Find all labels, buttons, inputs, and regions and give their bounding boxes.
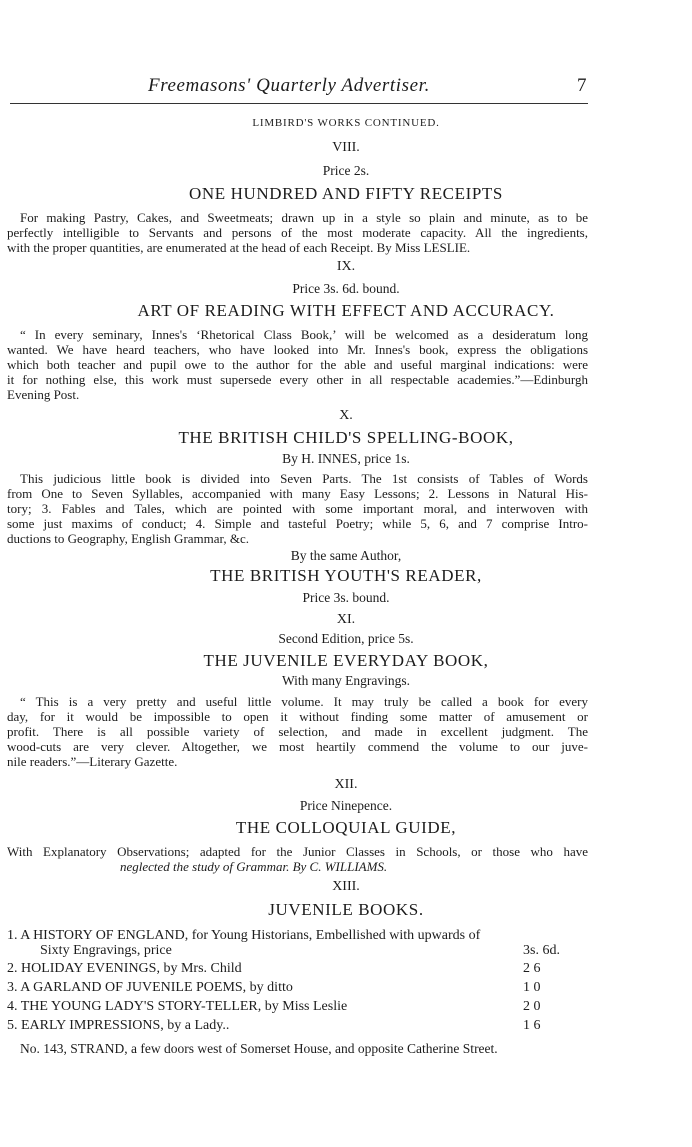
body-line: perfectly intelligible to Servants and persons of the most moderate capacity. All the ingredients, [7, 225, 588, 240]
list-item: 2. HOLIDAY EVENINGS, by Mrs. Child [7, 961, 242, 976]
section-title: THE JUVENILE EVERYDAY BOOK, [203, 651, 489, 670]
section-numeral: X. [339, 408, 353, 423]
subheading: LIMBIRD'S WORKS CONTINUED. [252, 117, 440, 129]
section-price: Price 2s. [322, 163, 370, 178]
body-line: ductions to Geography, English Grammar, &c. [7, 531, 249, 546]
body-line: it for nothing else, this work must supersede every other in all respectable academies.”—Edinburgh [7, 372, 588, 387]
list-item-price: 2 6 [523, 961, 541, 976]
same-author-note: By the same Author, [290, 548, 402, 563]
body-line: from One to Seven Syllables, accompanied with many Easy Lessons; 2. Lessons in Natural His- [7, 486, 588, 501]
body-line: which both teacher and pupil owe to the author for the able and useful marginal indications: were [7, 357, 588, 372]
section-price: Price 3s. bound. [302, 590, 390, 605]
section-price: Second Edition, price 5s. [278, 631, 414, 646]
body-line: “ In every seminary, Innes's ‘Rhetorical Class Book,’ will be welcomed as a desideratum long [20, 327, 588, 342]
list-item-continuation: Sixty Engravings, price [40, 943, 172, 958]
section-numeral: XI. [336, 612, 356, 627]
section-byline: By H. INNES, price 1s. [282, 451, 410, 466]
body-line: Evening Post. [7, 387, 80, 402]
body-line: tory; 3. Fables and Tales, which are pointed with some important moral, and interwoven with [7, 501, 588, 516]
list-item-price: 2 0 [523, 999, 541, 1014]
section-title: ART OF READING WITH EFFECT AND ACCURACY. [137, 301, 555, 320]
list-item: 5. EARLY IMPRESSIONS, by a Lady.. [7, 1018, 230, 1033]
section-title: ONE HUNDRED AND FIFTY RECEIPTS [189, 184, 503, 203]
section-title: THE BRITISH CHILD'S SPELLING-BOOK, [178, 428, 514, 447]
section-numeral: XII. [334, 777, 358, 792]
body-line: with the proper quantities, are enumerated at the head of each Receipt. By Miss LESLIE. [7, 240, 471, 255]
body-line: For making Pastry, Cakes, and Sweetmeats; drawn up in a style so plain and minute, as to be [20, 210, 588, 225]
section-subtitle: With many Engravings. [281, 673, 411, 688]
list-item-price: 3s. 6d. [523, 943, 560, 958]
body-line: wanted. We have heard teachers, who have looked into Mr. Innes's book, express the obligations [7, 342, 588, 357]
section-title: JUVENILE BOOKS. [268, 900, 424, 919]
body-line: “ This is a very pretty and useful little volume. It may truly be called a book for every [20, 694, 588, 709]
body-line: wood-cuts are very clever. Altogether, we most heartily commend the volume to our juve- [7, 739, 588, 754]
section-title: THE BRITISH YOUTH'S READER, [210, 566, 482, 585]
page-number: 7 [577, 75, 587, 96]
body-line: some just maxims of conduct; 4. Simple and tasteful Poetry; while 5, 6, and 7 comprise Intro- [7, 516, 588, 531]
body-line: day, for it would be impossible to open it without finding some matter of amusement or [7, 709, 588, 724]
header-title: Freemasons' Quarterly Advertiser. [148, 75, 430, 96]
body-line: With Explanatory Observations; adapted for the Junior Classes in Schools, or those who have [7, 844, 588, 859]
list-item-price: 1 6 [523, 1018, 541, 1033]
running-header [0, 75, 692, 101]
section-title: THE COLLOQUIAL GUIDE, [235, 818, 457, 837]
body-line: This judicious little book is divided into Seven Parts. The 1st consists of Tables of Words [20, 471, 588, 486]
section-price: Price 3s. 6d. bound. [292, 281, 400, 296]
section-numeral: IX. [336, 259, 356, 274]
body-line: profit. There is all possible variety of selection, and made in excellent judgment. The [7, 724, 588, 739]
header-rule [10, 103, 588, 104]
list-item: 4. THE YOUNG LADY'S STORY-TELLER, by Miss Leslie [7, 999, 348, 1014]
body-line: neglected the study of Grammar. By C. WILLIAMS. [120, 859, 388, 874]
section-price: Price Ninepence. [299, 798, 393, 813]
body-line: nile readers.”—Literary Gazette. [7, 754, 178, 769]
section-numeral: XIII. [332, 879, 360, 894]
footer-address: No. 143, STRAND, a few doors west of Somerset House, and opposite Catherine Street. [20, 1041, 498, 1056]
list-item: 3. A GARLAND OF JUVENILE POEMS, by ditto [7, 980, 293, 995]
list-item: 1. A HISTORY OF ENGLAND, for Young Historians, Embellished with upwards of [7, 928, 481, 943]
list-item-price: 1 0 [523, 980, 541, 995]
section-numeral: VIII. [332, 140, 360, 155]
